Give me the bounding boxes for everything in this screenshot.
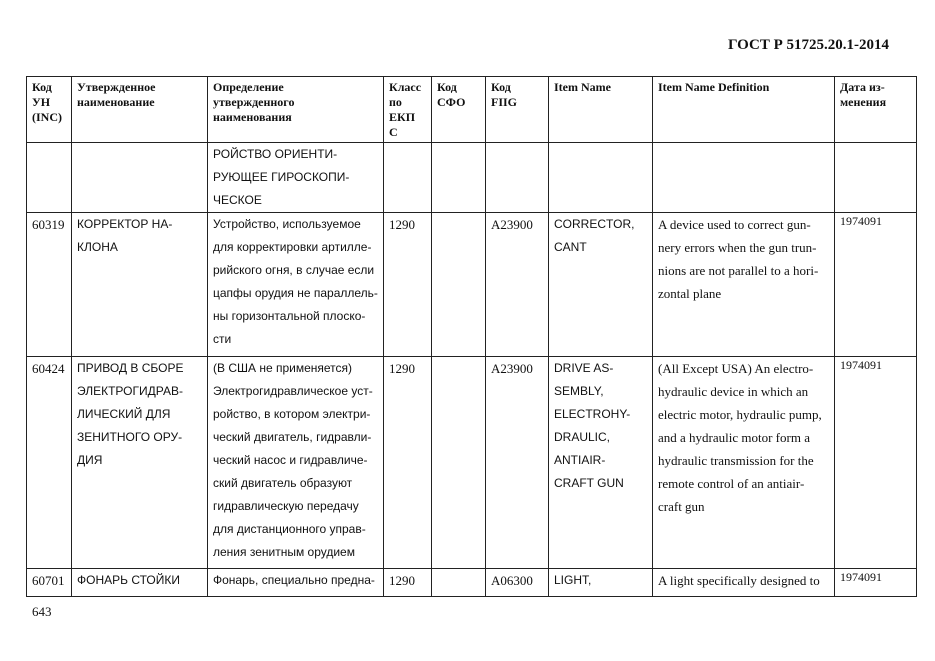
code-header — [27, 77, 72, 143]
document-standard-number: ГОСТ Р 51725.20.1-2014 — [727, 37, 889, 53]
cell-line: КЛОНА — [77, 240, 118, 254]
code-cell — [27, 569, 72, 597]
column-header-line: Код — [437, 80, 457, 94]
cell-line: цапфы орудия не параллель- — [213, 286, 378, 300]
fiig-cell — [486, 143, 549, 213]
cell-line: РУЮЩЕЕ ГИРОСКОПИ- — [213, 170, 350, 184]
item-name-header — [549, 77, 653, 143]
date-header — [835, 77, 917, 143]
column-header-line: наименование — [77, 95, 155, 109]
cell-value: 1290 — [389, 573, 415, 588]
cell-line: CRAFT GUN — [554, 476, 624, 490]
cell-line: ЗЕНИТНОГО ОРУ- — [77, 430, 183, 444]
item-name-cell — [549, 357, 653, 569]
item-name-cell — [549, 143, 653, 213]
cell-line: РОЙСТВО ОРИЕНТИ- — [213, 147, 338, 161]
cell-value: 1974091 — [840, 358, 882, 372]
column-header-line: Item Name Definition — [658, 80, 770, 94]
column-header-line: УН — [32, 95, 51, 109]
class-cell — [384, 357, 432, 569]
cell-line: Электрогидравлическое уст- — [213, 384, 373, 398]
code-cell — [27, 143, 72, 213]
cell-line: Фонарь, специально предна- — [213, 573, 375, 587]
definition-cell — [208, 213, 384, 357]
column-header-line: наименования — [213, 110, 292, 124]
cell-line: electric motor, hydraulic pump, — [658, 407, 822, 422]
cell-value: 1974091 — [840, 214, 882, 228]
cell-line: zontal plane — [658, 286, 722, 301]
cell-line: ский двигатель образуют — [213, 476, 353, 490]
table-header-row — [27, 77, 917, 143]
column-header-line: утвержденного — [213, 95, 295, 109]
table-row — [27, 569, 917, 597]
fiig-cell — [486, 569, 549, 597]
class-header — [384, 77, 432, 143]
column-header-line: ЕКП — [389, 110, 416, 124]
fiig-header — [486, 77, 549, 143]
cell-line: ELECTROHY- — [554, 407, 631, 421]
column-header-line: FIIG — [491, 95, 518, 109]
column-header-line: С — [389, 125, 398, 139]
fiig-cell — [486, 213, 549, 357]
table-row — [27, 213, 917, 357]
cell-value: A23900 — [491, 217, 533, 232]
date-cell — [835, 213, 917, 357]
sfo-cell — [432, 569, 486, 597]
cell-value: 60424 — [32, 361, 65, 376]
column-header-line: менения — [840, 95, 887, 109]
column-header-line: СФО — [437, 95, 466, 109]
column-header-line: по — [389, 95, 402, 109]
cell-line: SEMBLY, — [554, 384, 604, 398]
definition-cell — [208, 143, 384, 213]
sfo-cell — [432, 143, 486, 213]
name-cell — [72, 357, 208, 569]
cell-line: ройство, в котором электри- — [213, 407, 371, 421]
sfo-cell — [432, 213, 486, 357]
cell-line: (All Except USA) An electro- — [658, 361, 814, 376]
name-cell — [72, 143, 208, 213]
sfo-cell — [432, 357, 486, 569]
cell-line: hydraulic transmission for the — [658, 453, 814, 468]
cell-line: nions are not parallel to a hori- — [658, 263, 819, 278]
column-header-line: Класс — [389, 80, 422, 94]
name-cell — [72, 213, 208, 357]
cell-line: (В США не применяется) — [213, 361, 353, 375]
cell-line: DRAULIC, — [554, 430, 611, 444]
name-cell — [72, 569, 208, 597]
date-cell — [835, 143, 917, 213]
item-definition-cell — [653, 213, 835, 357]
item-name-cell — [549, 213, 653, 357]
cell-line: ления зенитным орудием — [213, 545, 355, 559]
cell-line: and a hydraulic motor form a — [658, 430, 810, 445]
code-cell — [27, 357, 72, 569]
date-cell — [835, 357, 917, 569]
definition-cell — [208, 569, 384, 597]
date-cell — [835, 569, 917, 597]
cell-line: сти — [213, 332, 232, 346]
sfo-header — [432, 77, 486, 143]
name-header — [72, 77, 208, 143]
cell-value: A23900 — [491, 361, 533, 376]
definition-cell — [208, 357, 384, 569]
cell-line: для дистанционного управ- — [213, 522, 366, 536]
column-header-line: Item Name — [554, 80, 611, 94]
column-header-line: Утвержденное — [77, 80, 156, 94]
table-row — [27, 357, 917, 569]
table-body — [27, 143, 917, 597]
cell-line: craft gun — [658, 499, 705, 514]
fiig-cell — [486, 357, 549, 569]
cell-line: ЭЛЕКТРОГИДРАВ- — [77, 384, 183, 398]
item-definition-cell — [653, 569, 835, 597]
cell-line: A light specifically designed to — [658, 573, 820, 588]
cell-value: A06300 — [491, 573, 533, 588]
cell-line: nery errors when the gun trun- — [658, 240, 817, 255]
item-definition-header — [653, 77, 835, 143]
cell-line: Устройство, используемое — [213, 217, 361, 231]
class-cell — [384, 213, 432, 357]
cell-value: 1290 — [389, 217, 415, 232]
cell-line: CORRECTOR, — [554, 217, 635, 231]
cell-line: гидравлическую передачу — [213, 499, 359, 513]
code-cell — [27, 213, 72, 357]
cell-line: ны горизонтальной плоско- — [213, 309, 366, 323]
cell-line: ЛИЧЕСКИЙ ДЛЯ — [77, 407, 171, 421]
cell-line: ANTIAIR- — [554, 453, 606, 467]
item-name-cell — [549, 569, 653, 597]
column-header-line: (INC) — [32, 110, 62, 124]
cell-line: ческий двигатель, гидравли- — [213, 430, 372, 444]
page-number: 643 — [32, 604, 52, 619]
cell-value: 1974091 — [840, 570, 882, 584]
cell-line: CANT — [554, 240, 587, 254]
column-header-line: Определение — [213, 80, 284, 94]
cell-value: 60701 — [32, 573, 65, 588]
column-header-line: Код — [32, 80, 52, 94]
cell-line: ПРИВОД В СБОРЕ — [77, 361, 184, 375]
cell-value: 1290 — [389, 361, 415, 376]
class-cell — [384, 569, 432, 597]
cell-line: ФОНАРЬ СТОЙКИ — [77, 573, 180, 587]
cell-line: hydraulic device in which an — [658, 384, 809, 399]
cell-line: remote control of an antiair- — [658, 476, 805, 491]
table-row — [27, 143, 917, 213]
item-definition-cell — [653, 143, 835, 213]
cell-value: 60319 — [32, 217, 65, 232]
cell-line: рийского огня, в случае если — [213, 263, 375, 277]
cell-line: ДИЯ — [77, 453, 103, 467]
cell-line: A device used to correct gun- — [658, 217, 811, 232]
item-table — [26, 76, 917, 597]
class-cell — [384, 143, 432, 213]
definition-header — [208, 77, 384, 143]
cell-line: ЧЕСКОЕ — [213, 193, 262, 207]
column-header-line: Код — [491, 80, 511, 94]
column-header-line: Дата из- — [840, 80, 885, 94]
cell-line: DRIVE AS- — [554, 361, 614, 375]
cell-line: КОРРЕКТОР НА- — [77, 217, 173, 231]
cell-line: для корректировки артилле- — [213, 240, 372, 254]
item-definition-cell — [653, 357, 835, 569]
cell-line: LIGHT, — [554, 573, 592, 587]
cell-line: ческий насос и гидравличе- — [213, 453, 368, 467]
